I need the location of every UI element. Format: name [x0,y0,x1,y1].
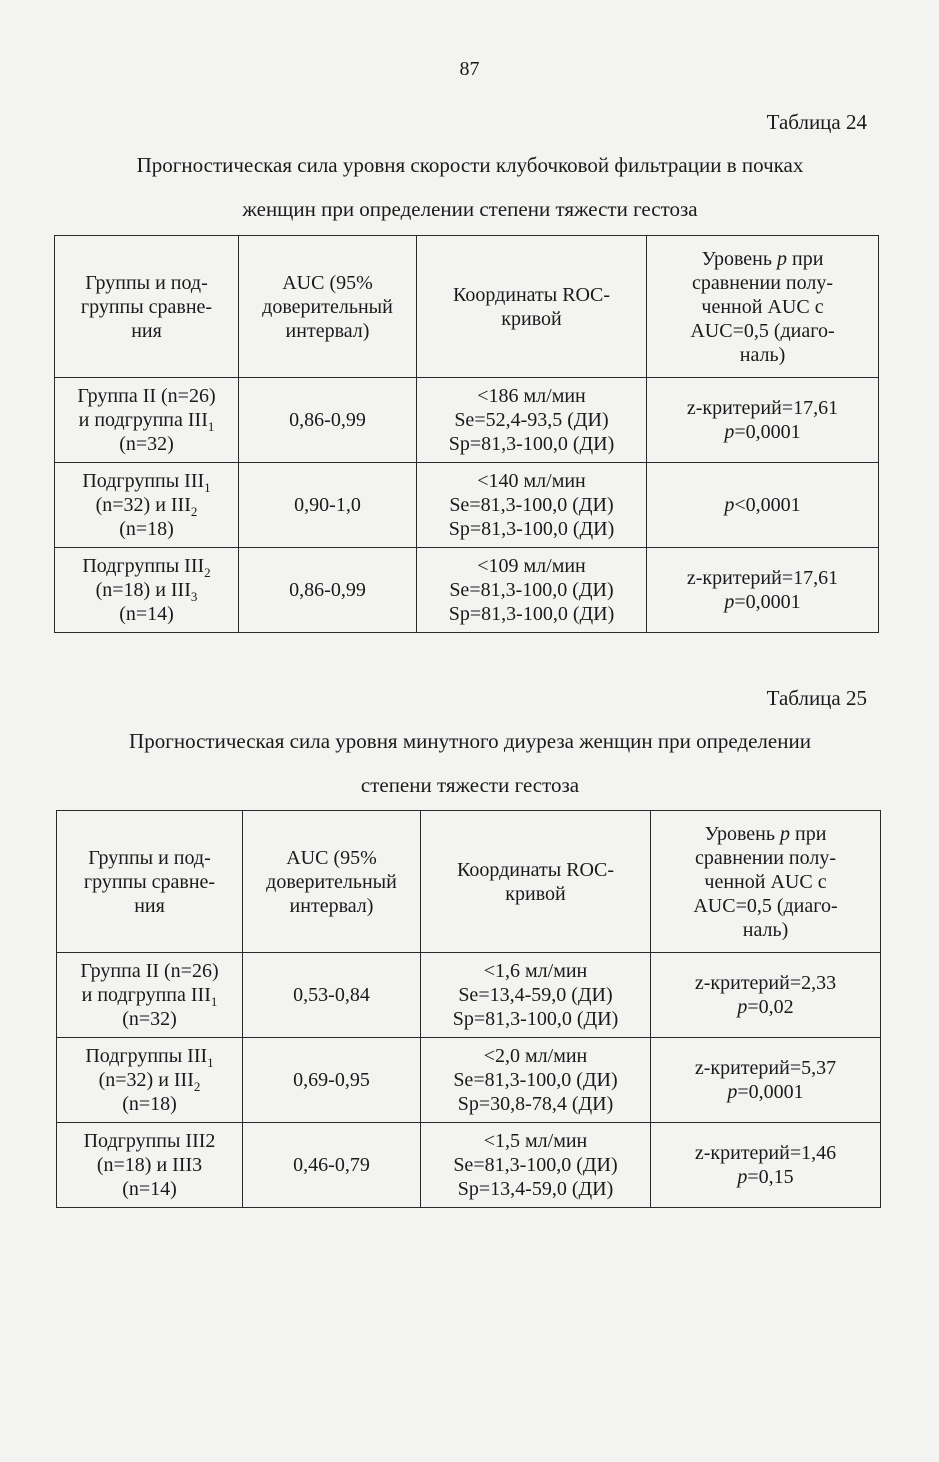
cell-line: (n=18) [119,518,174,540]
p-value [650,590,875,614]
cell-line: AUC=0,5 (диаго- [690,319,835,342]
cell-line: <109 мл/мин [477,555,586,577]
p-symbol: p [724,591,735,613]
subscript: 1 [207,1055,214,1070]
page-number: 87 [459,58,480,80]
cell-line: и подгруппа $III_1$ [81,984,218,1009]
cell-line [650,247,875,271]
cell-line: <1,5 мл/мин [483,1130,588,1152]
cell-line: наль) [742,918,789,941]
subscript: 1 [204,480,211,495]
cell-line: и подгруппа $III_1$ [78,409,215,434]
cell-line: Группы и под- [88,846,211,869]
cell-line: Se=81,3-100,0 (ДИ) [453,1069,618,1091]
p-value [654,1080,877,1104]
caption-line: женщин при определении степени тяжести гестоза [242,197,698,221]
cell-line: AUC (95% [282,271,373,294]
p-number: <0,0001 [734,494,801,516]
cell-line: ния [134,894,165,917]
roc-cell [421,1038,651,1123]
cell-line: доверительный [266,870,397,893]
roc-cell [421,1123,651,1208]
data-table [56,810,881,1208]
auc-cell: 0,46-0,79 [243,1123,421,1208]
cell-line: ченной AUC с [704,870,827,893]
data-table [54,235,879,633]
cell-line: ния [131,319,162,342]
caption-line: степени тяжести гестоза [360,773,580,797]
table-row [57,1038,881,1123]
cell-line: группы сравне- [83,870,216,893]
auc-cell: 0,69-0,95 [243,1038,421,1123]
cell-line: Группа II (n=26) [77,385,216,407]
z-criterion: z-критерий=17,61 [686,397,839,419]
subscript: 2 [193,1079,201,1094]
auc-cell: 0,86-0,99 [239,378,417,463]
cell-line: Подгруппы $III_2$ [82,555,211,580]
cell-line: Группа II (n=26) [80,960,219,982]
cell-line: интервал) [285,319,370,342]
auc-cell: 0,53-0,84 [243,953,421,1038]
roc-cell [417,378,647,463]
header-text: при [787,247,824,270]
header-text: при [790,822,827,845]
caption-line: Прогностическая сила уровня скорости клубочковой фильтрации в почках [136,153,804,177]
table-caption [40,143,900,231]
auc-cell: 0,90-1,0 [239,463,417,548]
header-groups [57,811,243,953]
subscript: 3 [190,589,198,604]
cell-line: ченной AUC с [701,295,824,318]
cell-line: сравнении полу- [692,271,833,294]
cell-line: Se=81,3-100,0 (ДИ) [449,579,614,601]
header-groups [55,236,239,378]
z-criterion: z-критерий=1,46 [694,1142,837,1164]
header-text: Уровень [704,822,781,845]
cell-line: Координаты ROC- [453,283,610,306]
p-symbol: p [724,494,735,516]
cell-line: сравнении полу- [695,846,836,869]
cell-line: наль) [739,343,786,366]
header-row [57,811,881,953]
group-cell [55,378,239,463]
p-symbol: p [777,247,788,270]
header-roc [421,811,651,953]
p-number: =0,15 [747,1166,794,1188]
header-roc [417,236,647,378]
cell-line: Sp=81,3-100,0 (ДИ) [448,518,615,540]
cell-line: (n=32) и $III_2$ [95,494,198,519]
z-criterion: z-критерий=2,33 [694,972,837,994]
p-cell [651,1038,881,1123]
cell-line: Координаты ROC- [457,858,614,881]
cell-line: (n=32) [119,433,174,455]
roc-cell [417,548,647,633]
cell-line: Sp=13,4-59,0 (ДИ) [457,1178,614,1200]
cell-line: группы сравне- [80,295,213,318]
p-number: =0,0001 [734,421,801,443]
p-cell [647,463,879,548]
cell-line: кривой [501,307,562,330]
cell-line: <1,6 мл/мин [483,960,588,982]
p-cell [651,953,881,1038]
header-auc [243,811,421,953]
cell-line: Se=52,4-93,5 (ДИ) [454,409,609,431]
p-value [650,493,875,517]
p-symbol: p [724,421,735,443]
cell-line: (n=18) и $III_3$ [95,579,198,604]
cell-line: кривой [505,882,566,905]
cell-line: AUC (95% [286,846,377,869]
p-cell [647,378,879,463]
cell-line: (n=32) [122,1008,177,1030]
p-value [654,995,877,1019]
cell-line: AUC=0,5 (диаго- [693,894,838,917]
p-symbol: p [780,822,791,845]
cell-line: Sp=81,3-100,0 (ДИ) [448,603,615,625]
p-symbol: p [737,1166,748,1188]
roc-cell [421,953,651,1038]
cell-line: Подгруппы $III_1$ [82,470,211,495]
header-p-level [651,811,881,953]
p-value [650,420,875,444]
p-value [654,1165,877,1189]
header-p-level [647,236,879,378]
p-number: =0,02 [747,996,794,1018]
p-symbol: p [737,996,748,1018]
table-row [57,953,881,1038]
cell-line: <140 мл/мин [477,470,586,492]
roc-cell [417,463,647,548]
cell-line: Подгруппы III2 [83,1130,216,1152]
cell-line: Группы и под- [85,271,208,294]
p-symbol: p [727,1081,738,1103]
z-criterion: z-критерий=5,37 [694,1057,837,1079]
p-cell [647,548,879,633]
header-row [55,236,879,378]
group-cell [55,548,239,633]
caption-line: Прогностическая сила уровня минутного диуреза женщин при определении [129,729,811,753]
cell-line: <186 мл/мин [477,385,586,407]
cell-line: <2,0 мл/мин [483,1045,588,1067]
z-criterion: z-критерий=17,61 [686,567,839,589]
cell-line: (n=18) [122,1093,177,1115]
table-row [55,548,879,633]
p-cell [651,1123,881,1208]
subscript: 1 [210,994,218,1009]
cell-line: (n=32) и $III_2$ [98,1069,201,1094]
table-row [57,1123,881,1208]
table-caption [40,719,900,807]
cell-line: (n=14) [119,603,174,625]
header-auc [239,236,417,378]
cell-line: Sp=81,3-100,0 (ДИ) [452,1008,619,1030]
table-row [55,463,879,548]
group-cell [57,1123,243,1208]
cell-line [654,822,877,846]
auc-cell: 0,86-0,99 [239,548,417,633]
group-cell [57,1038,243,1123]
cell-line: Sp=81,3-100,0 (ДИ) [448,433,615,455]
cell-line: доверительный [262,295,393,318]
subscript: 1 [207,419,215,434]
cell-line: Sp=30,8-78,4 (ДИ) [457,1093,614,1115]
p-number: =0,0001 [734,591,801,613]
table-row [55,378,879,463]
cell-line: (n=14) [122,1178,177,1200]
table-label: Таблица 25 [766,686,867,710]
cell-line: Se=13,4-59,0 (ДИ) [458,984,613,1006]
cell-line: интервал) [289,894,374,917]
cell-line: Подгруппы $III_1$ [85,1045,214,1070]
group-cell [57,953,243,1038]
subscript: 2 [190,504,198,519]
subscript: 2 [204,565,211,580]
p-number: =0,0001 [737,1081,804,1103]
cell-line: Se=81,3-100,0 (ДИ) [453,1154,618,1176]
group-cell [55,463,239,548]
table-label: Таблица 24 [766,110,867,134]
header-text: Уровень [701,247,778,270]
cell-line: (n=18) и III3 [96,1154,203,1176]
cell-line: Se=81,3-100,0 (ДИ) [449,494,614,516]
